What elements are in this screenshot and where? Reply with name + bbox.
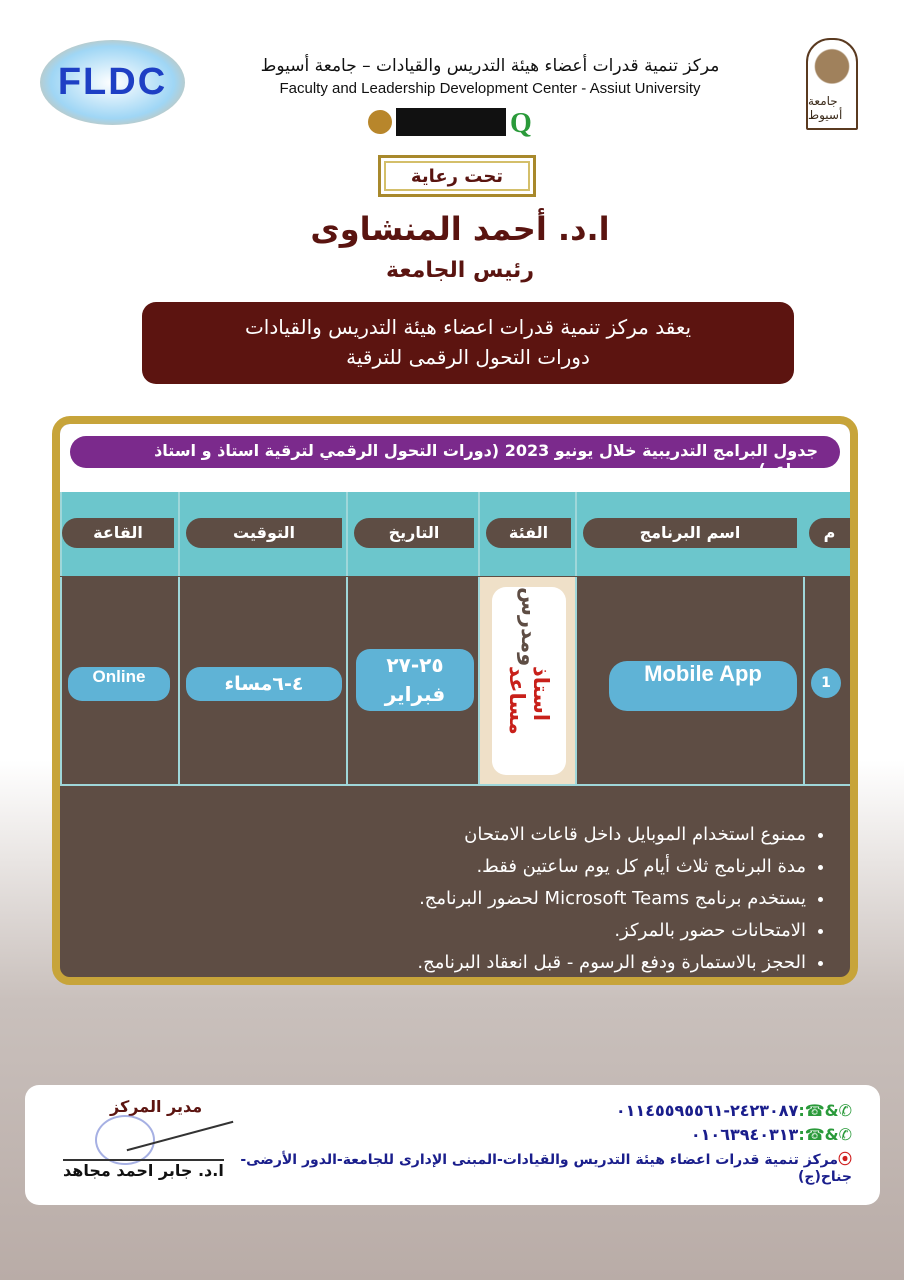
phone-line-2: ✆&☎:٠١٠٦٣٩٤٠٣١٣ bbox=[690, 1125, 852, 1144]
quality-badge bbox=[368, 100, 548, 144]
hall-pill: Online bbox=[68, 667, 170, 701]
note-item: • الامتحانات حضور بالمركز. bbox=[90, 915, 806, 947]
whatsapp-phone-icon: ✆&☎: bbox=[798, 1125, 852, 1144]
medal-icon bbox=[368, 110, 392, 134]
director-title: مدير المركز bbox=[110, 1097, 203, 1116]
category-pill bbox=[492, 587, 566, 775]
center-title-en: Faculty and Leadership Development Center - Assiut University bbox=[279, 80, 701, 97]
announcement-banner bbox=[142, 302, 794, 384]
col-program: اسم البرنامج bbox=[583, 518, 797, 548]
note-item: • الحجز بالاستمارة ودفع الرسوم - قبل انعقاد البرنامج. bbox=[90, 947, 806, 979]
date-range: ٢٥-٢٧ bbox=[386, 653, 444, 677]
patron-name: ا.د. أحمد المنشاوى bbox=[310, 210, 610, 248]
date-month: فبراير bbox=[384, 682, 446, 706]
col-number: م bbox=[803, 492, 850, 576]
whatsapp-phone-icon: ✆&☎: bbox=[798, 1101, 852, 1120]
banner-line-1: يعقد مركز تنمية قدرات اعضاء هيئة التدريس والقيادات bbox=[244, 315, 692, 339]
patronage-label: تحت رعاية bbox=[378, 155, 536, 197]
col-time: التوقيت bbox=[186, 518, 342, 548]
notes-list bbox=[90, 819, 830, 979]
fldc-logo bbox=[40, 40, 185, 125]
banner-line-2: دورات التحول الرقمى للترقية bbox=[346, 345, 590, 369]
patron-role: رئيس الجامعة bbox=[386, 258, 534, 283]
col-date: التاريخ bbox=[354, 518, 474, 548]
note-item: • ممنوع استخدام الموبايل داخل قاعات الامتحان bbox=[90, 819, 806, 851]
note-item: • مدة البرنامج ثلاث أيام كل يوم ساعتين فقط. bbox=[90, 851, 806, 883]
row-number: 1 bbox=[811, 668, 841, 698]
category-line-2: ومدرس bbox=[517, 587, 541, 667]
category-line-1: استاذ مساعد bbox=[505, 666, 553, 735]
col-category: الفئة bbox=[486, 518, 571, 548]
schedule-frame bbox=[52, 416, 858, 985]
quality-box bbox=[396, 108, 506, 136]
table-row bbox=[60, 577, 850, 784]
location-pin-icon: ⦿ bbox=[838, 1152, 852, 1168]
date-pill bbox=[356, 649, 474, 711]
footer-contact bbox=[25, 1085, 880, 1205]
director-name: ا.د. جابر احمد مجاهد bbox=[63, 1161, 224, 1180]
time-pill: ٤-٦مساء bbox=[186, 667, 342, 701]
col-hall: القاعة bbox=[62, 518, 174, 548]
q-check-icon: Q bbox=[510, 108, 532, 139]
center-seal bbox=[95, 1115, 155, 1165]
assiut-university-logo bbox=[806, 38, 858, 130]
note-item: • يستخدم برنامج Microsoft Teams لحضور البرنامج. bbox=[90, 883, 806, 915]
table-header bbox=[60, 492, 850, 576]
schedule-title: جدول البرامج التدريبية خلال يونيو 2023 (دورات التحول الرقمي لترقية استاذ و استاذ مساعد) bbox=[70, 436, 840, 468]
fldc-logo-text: FLDC bbox=[57, 61, 168, 103]
center-title-ar: مركز تنمية قدرات أعضاء هيئة التدريس والقيادات – جامعة أسيوط bbox=[260, 56, 720, 76]
program-name: Mobile App bbox=[609, 661, 797, 711]
address: ⦿مركز تنمية قدرات اعضاء هيئة التدريس والقيادات-المبنى الإدارى للجامعة-الدور الأرضى- جناح(ج) bbox=[240, 1152, 852, 1185]
assiut-logo-text: جامعة أسيوط bbox=[808, 94, 843, 122]
phone-line-1: ✆&☎:٢٤٢٣٠٨٧-٠١١٤٥٥٩٥٥٦١ bbox=[615, 1101, 852, 1120]
